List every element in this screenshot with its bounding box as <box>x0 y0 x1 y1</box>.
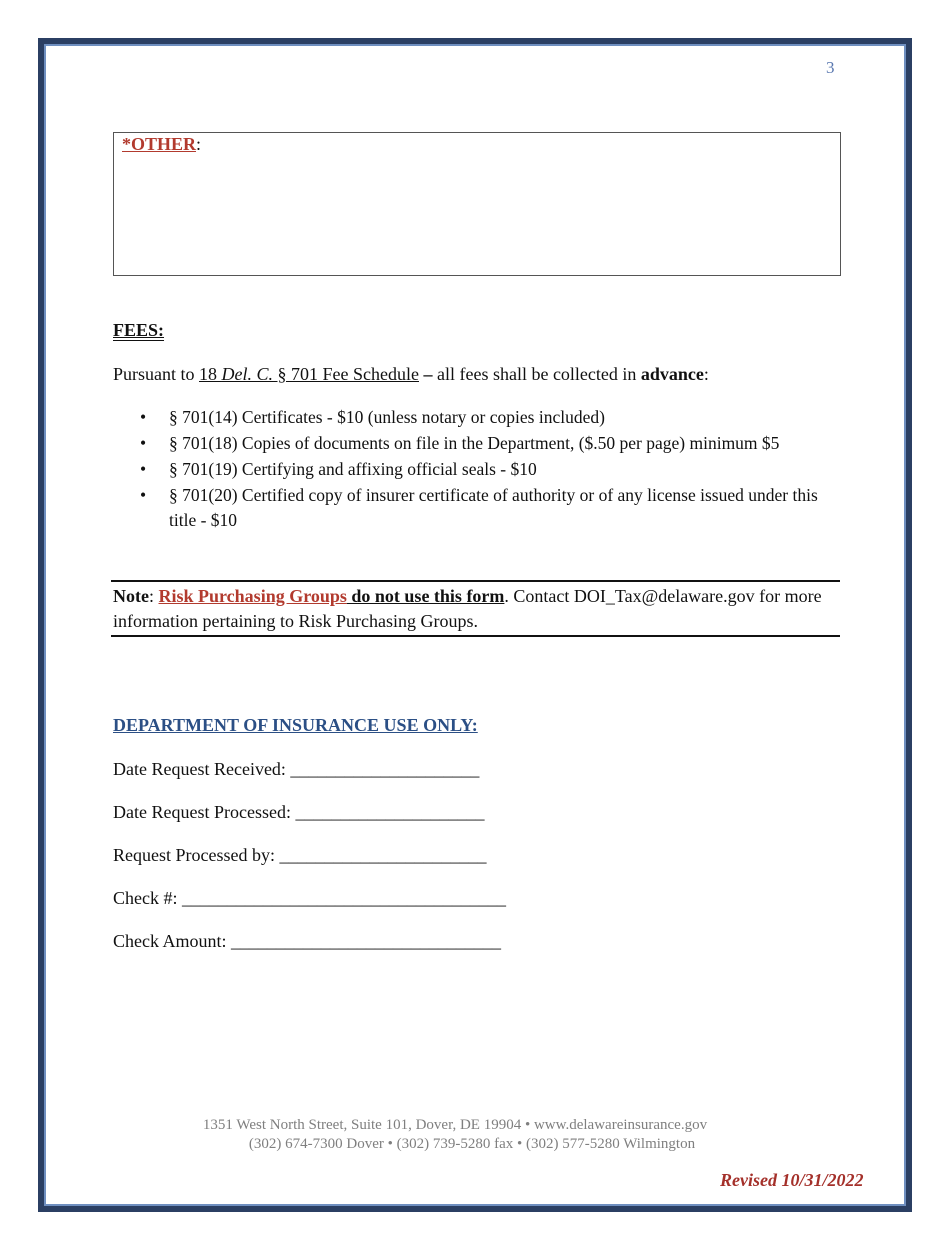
note-text: Note: Risk Purchasing Groups do not use this form. Contact DOI_Tax@delaware.gov for more information pertaining to Risk Purchasing Groups. <box>113 586 822 631</box>
other-text-box[interactable] <box>113 132 841 276</box>
note-rule-top <box>111 580 840 582</box>
revised-date: Revised 10/31/2022 <box>720 1170 864 1190</box>
date-request-processed-field[interactable]: Date Request Processed: _____________________ <box>113 802 485 822</box>
check-amount-field[interactable]: Check Amount: ______________________________ <box>113 931 501 951</box>
page-number: 3 <box>826 58 835 77</box>
fees-heading: FEES: <box>113 320 165 340</box>
fee-item: • § 701(18) Copies of documents on file in the Department, ($.50 per page) minimum $5 <box>140 433 780 453</box>
check-number-field[interactable]: Check #: ____________________________________ <box>113 888 506 908</box>
law-reference: 18 Del. C. § 701 Fee Schedule <box>199 364 419 384</box>
fee-item: • § 701(19) Certifying and affixing official seals - $10 <box>140 459 537 479</box>
fee-list <box>113 405 843 534</box>
date-request-received-field[interactable]: Date Request Received: _____________________ <box>113 759 480 779</box>
other-label: *OTHER: <box>122 134 202 154</box>
request-processed-by-field[interactable]: Request Processed by: _______________________ <box>113 845 487 865</box>
fees-intro: Pursuant to 18 Del. C. § 701 Fee Schedule – all fees shall be collected in advance: <box>113 364 709 384</box>
fee-item: • § 701(14) Certificates - $10 (unless notary or copies included) <box>140 407 605 427</box>
doi-use-only-heading: DEPARTMENT OF INSURANCE USE ONLY: <box>113 715 478 735</box>
fee-item: • § 701(20) Certified copy of insurer certificate of authority or of any license issued under this title - $10 <box>140 485 818 530</box>
footer-address: 1351 West North Street, Suite 101, Dover, DE 19904 • www.delawareinsurance.gov <box>202 1117 708 1133</box>
footer-phones: (302) 674-7300 Dover • (302) 739-5280 fax • (302) 577-5280 Wilmington <box>248 1136 696 1152</box>
note-rule-bottom <box>111 635 840 637</box>
